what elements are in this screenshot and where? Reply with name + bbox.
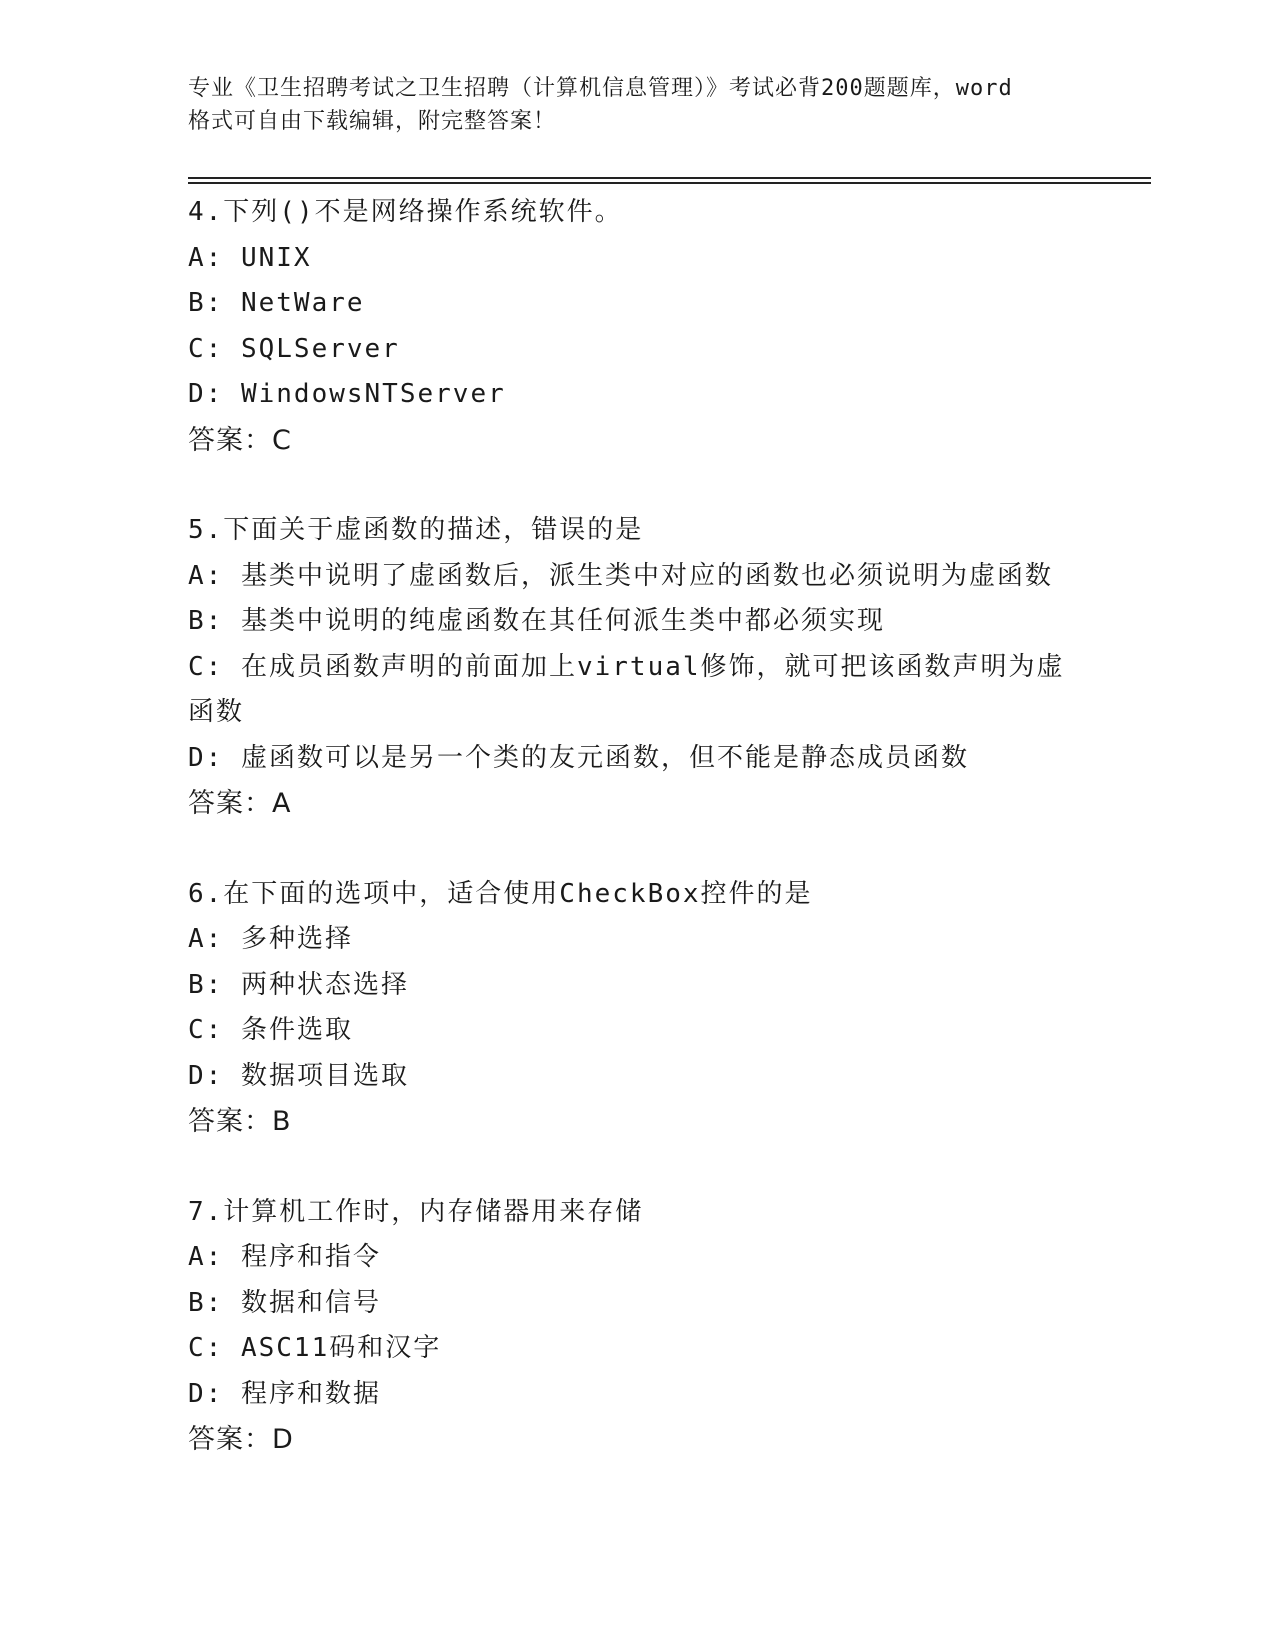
option-a: A: 多种选择 <box>188 924 353 954</box>
option-b: B: NetWare <box>188 288 365 318</box>
option-d: D: 虚函数可以是另一个类的友元函数，但不能是静态成员函数 <box>188 742 969 773</box>
question-6 <box>188 872 1088 1145</box>
question-stem: 5.下面关于虚函数的描述，错误的是 <box>188 515 644 545</box>
option-d: D: 程序和数据 <box>188 1378 381 1409</box>
option-b: B: 两种状态选择 <box>188 969 409 1000</box>
question-7 <box>188 1190 1088 1463</box>
option-a: A: 基类中说明了虚函数后，派生类中对应的函数也必须说明为虚函数 <box>188 560 1053 591</box>
answer-line: 答案：C <box>188 424 292 456</box>
option-b: B: 数据和信号 <box>188 1287 381 1318</box>
option-a: A: UNIX <box>188 242 312 273</box>
option-c: C: 在成员函数声明的前面加上virtual修饰，就可把该函数声明为虚函数 <box>188 651 1065 727</box>
header-line-1: 专业《卫生招聘考试之卫生招聘（计算机信息管理）》考试必背200题题库，word <box>188 76 1013 101</box>
question-stem: 7.计算机工作时，内存储器用来存储 <box>188 1196 644 1227</box>
question-stem: 6.在下面的选项中，适合使用CheckBox控件的是 <box>188 878 813 909</box>
answer-line: 答案：B <box>188 1106 292 1137</box>
option-c: C: 条件选取 <box>188 1015 353 1045</box>
question-stem: 4.下列()不是网络操作系统软件。 <box>188 197 623 227</box>
option-c: C: SQLServer <box>188 333 400 364</box>
answer-line: 答案：A <box>188 788 292 819</box>
question-list <box>188 190 1088 1508</box>
question-5 <box>188 508 1088 827</box>
header-divider-top <box>188 177 1151 179</box>
header-line-2: 格式可自由下载编辑，附完整答案！ <box>188 109 557 134</box>
option-d: D: WindowsNTServer <box>188 379 506 409</box>
document-header <box>188 72 1088 138</box>
option-b: B: 基类中说明的纯虚函数在其任何派生类中都必须实现 <box>188 606 885 636</box>
option-c: C: ASC11码和汉字 <box>188 1333 442 1363</box>
header-divider-bottom <box>188 182 1151 184</box>
option-a: A: 程序和指令 <box>188 1242 381 1272</box>
question-4 <box>188 190 1088 463</box>
answer-line: 答案：D <box>188 1424 294 1455</box>
option-d: D: 数据项目选取 <box>188 1060 409 1091</box>
